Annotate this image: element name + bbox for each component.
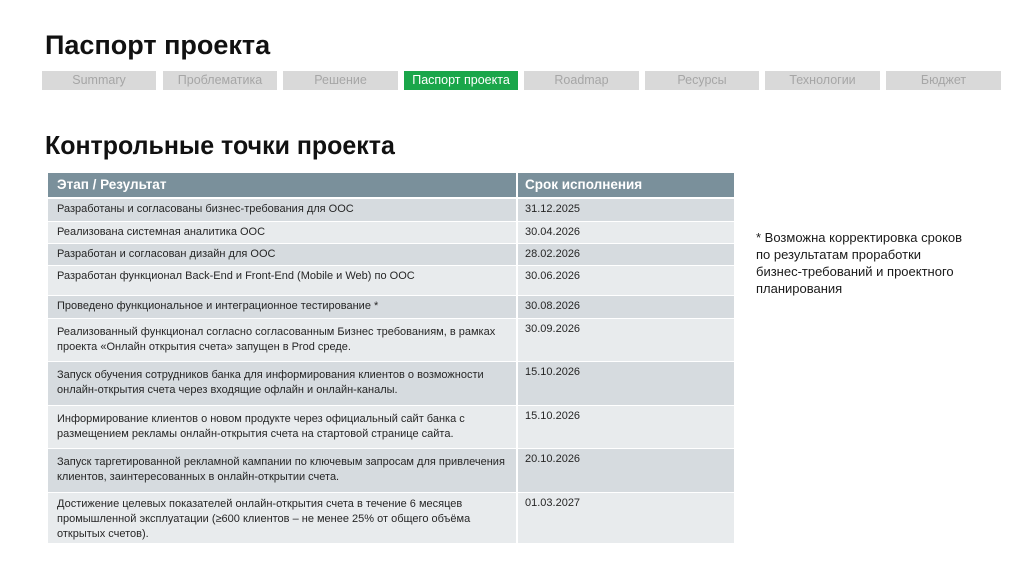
stage-cell: Реализована системная аналитика ООС xyxy=(48,222,516,243)
stage-cell: Достижение целевых показателей онлайн-открытия счета в течение 6 месяцев промышленной эксплуатации (≥600 клиентов – не менее 25% от общего объёма открытых счетов). xyxy=(48,493,516,543)
table-row xyxy=(48,266,734,295)
tab-resursy[interactable]: Ресурсы xyxy=(645,71,759,90)
stage-cell: Информирование клиентов о новом продукте через официальный сайт банка с размещением рекламы онлайн-открытия счета на стартовой странице сайта. xyxy=(48,406,516,448)
stage-cell: Разработан функционал Back-End и Front-End (Mobile и Web) по ООС xyxy=(48,266,516,295)
table-row xyxy=(48,199,734,221)
stage-cell: Проведено функциональное и интеграционное тестирование * xyxy=(48,296,516,318)
stage-cell: Разработаны и согласованы бизнес-требования для ООС xyxy=(48,199,516,221)
deadline-cell: 28.02.2026 xyxy=(516,244,734,265)
stage-cell: Разработан и согласован дизайн для ООС xyxy=(48,244,516,265)
table-row xyxy=(48,493,734,543)
deadline-cell: 15.10.2026 xyxy=(516,406,734,448)
tab-roadmap[interactable]: Roadmap xyxy=(524,71,639,90)
table-row xyxy=(48,319,734,361)
table-row xyxy=(48,222,734,243)
column-header-stage: Этап / Результат xyxy=(48,173,516,197)
tab-problematika[interactable]: Проблематика xyxy=(163,71,277,90)
footnote: * Возможна корректировка сроков по результатам проработки бизнес-требований и проектного планирования xyxy=(756,230,963,296)
table-row xyxy=(48,296,734,318)
deadline-cell: 15.10.2026 xyxy=(516,362,734,405)
section-tabs xyxy=(42,71,1002,90)
table-header-row xyxy=(48,173,734,197)
deadline-cell: 20.10.2026 xyxy=(516,449,734,492)
table-row xyxy=(48,406,734,448)
tab-pasport-proekta[interactable]: Паспорт проекта xyxy=(404,71,518,90)
deadline-cell: 31.12.2025 xyxy=(516,199,734,221)
tab-tekhnologii[interactable]: Технологии xyxy=(765,71,880,90)
tab-byudzhet[interactable]: Бюджет xyxy=(886,71,1001,90)
stage-cell: Реализованный функционал согласно согласованным Бизнес требованиям, в рамках проекта «Онлайн открытия счета» запущен в Prod среде. xyxy=(48,319,516,361)
tab-summary[interactable]: Summary xyxy=(42,71,156,90)
table-row xyxy=(48,362,734,405)
stage-cell: Запуск обучения сотрудников банка для информирования клиентов о возможности онлайн-открытия счета через входящие офлайн и онлайн-каналы. xyxy=(48,362,516,405)
deadline-cell: 30.06.2026 xyxy=(516,266,734,295)
page-title: Паспорт проекта xyxy=(45,30,271,60)
tab-reshenie[interactable]: Решение xyxy=(283,71,398,90)
deadline-cell: 01.03.2027 xyxy=(516,493,734,543)
table-row xyxy=(48,244,734,265)
stage-cell: Запуск таргетированной рекламной кампании по ключевым запросам для привлечения клиентов, заинтересованных в онлайн-открытии счета. xyxy=(48,449,516,492)
section-subtitle: Контрольные точки проекта xyxy=(45,130,395,160)
table-row xyxy=(48,449,734,492)
deadline-cell: 30.08.2026 xyxy=(516,296,734,318)
column-header-deadline: Срок исполнения xyxy=(516,173,734,197)
deadline-cell: 30.04.2026 xyxy=(516,222,734,243)
deadline-cell: 30.09.2026 xyxy=(516,319,734,361)
